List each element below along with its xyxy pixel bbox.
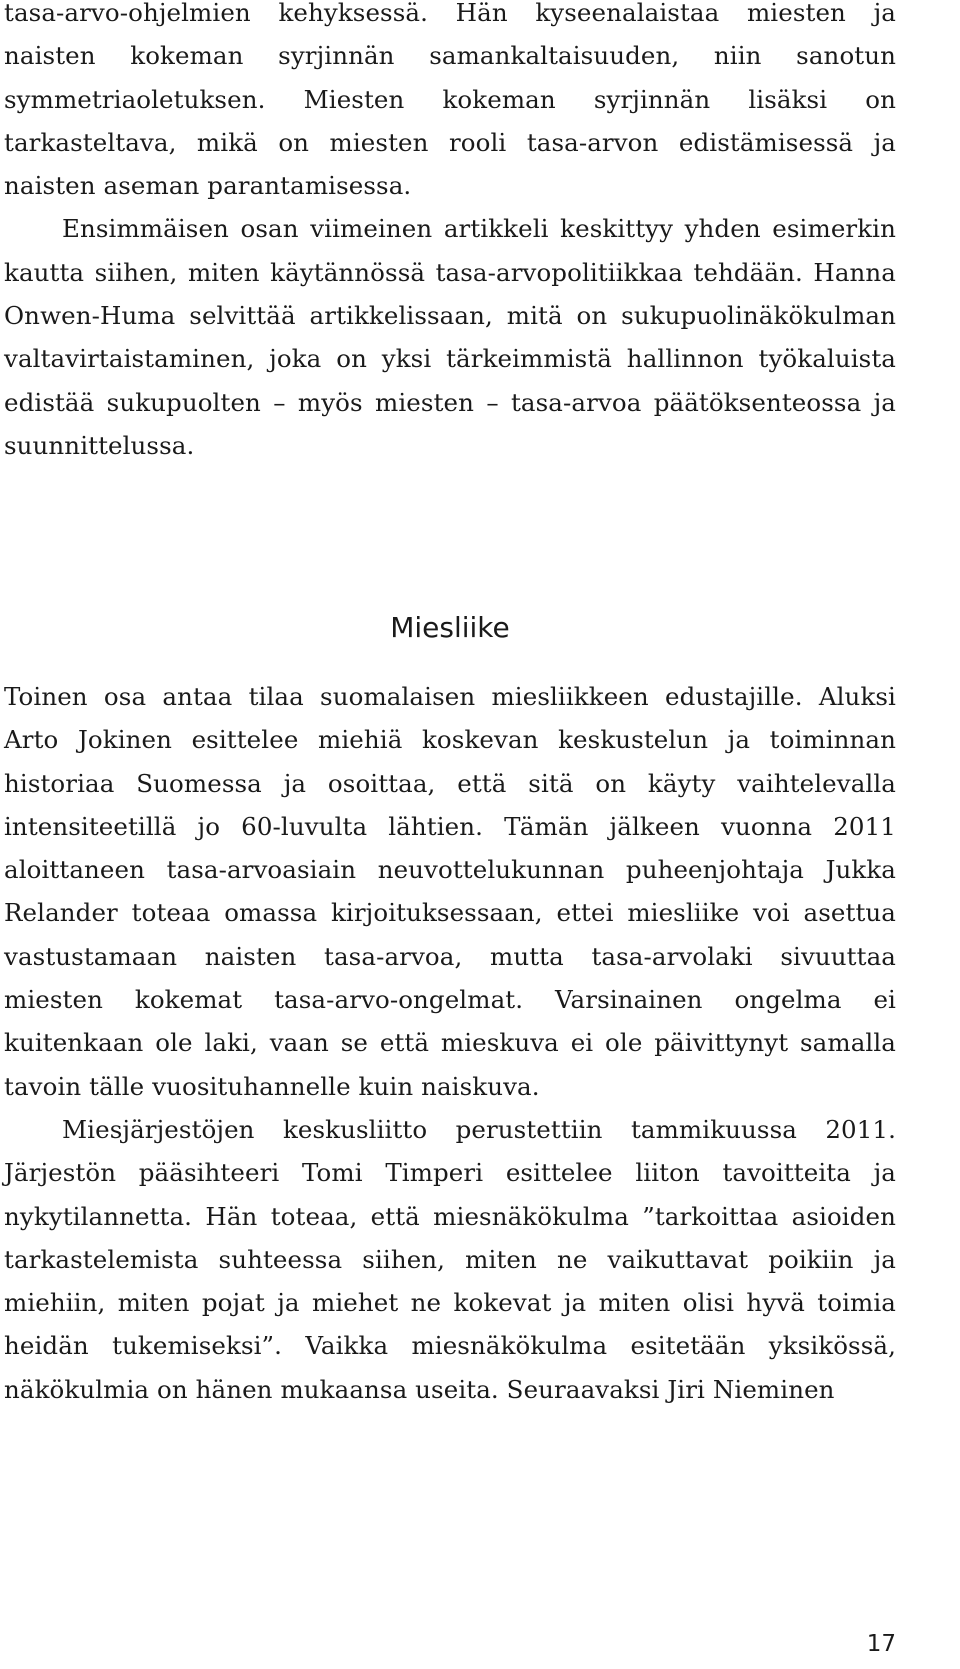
paragraph-mainstreaming: Ensimmäisen osan viimeinen artikkeli keskittyy yhden esimerkin kautta siihen, miten käytännössä tasa-arvopolitiikkaa tehdään. Hanna Onwen-Huma selvittää artikkelissaan, mitä on sukupuolinäkökulman valtavirtaistaminen, joka on yksi tärkeimmistä hallinnon työkaluista edistää sukupuolten – myös miesten – tasa-arvoa päätöksenteossa ja suunnittelussa. (4, 214, 896, 460)
section-heading: Miesliike (390, 611, 510, 644)
page-number: 17 (866, 1631, 896, 1657)
top-text-block (4, 0, 896, 467)
paragraph-mens-movement: Toinen osa antaa tilaa suomalaisen miesliikkeen edustajille. Aluksi Arto Jokinen esittelee miehiä koskevan keskustelun ja toiminnan historiaa Suomessa ja osoittaa, että sitä on käyty vaihtelevalla intensiteetillä jo 60-luvulta lähtien. Tämän jälkeen vuonna 2011 aloittaneen tasa-arvoasiain neuvottelukunnan puheenjohtaja Jukka Relander toteaa omassa kirjoituksessaan, ettei miesliike voi asettua vastustamaan naisten tasa-arvoa, mutta tasa-arvolaki sivuuttaa miesten kokemat tasa-arvo-ongelmat. Varsinainen ongelma ei kuitenkaan ole laki, vaan se että mieskuva ei ole päivittynyt samalla tavoin tälle vuosituhannelle kuin naiskuva. (4, 682, 896, 1101)
bottom-text-block (4, 675, 896, 1411)
paragraph-central-union: Miesjärjestöjen keskusliitto perustettiin tammikuussa 2011. Järjestön pääsihteeri Tomi Timperi esittelee liiton tavoitteita ja nykytilannetta. Hän toteaa, että miesnäkökulma ”tarkoittaa asioiden tarkastelemista suhteessa siihen, miten ne vaikuttavat poikiin ja miehiin, miten pojat ja miehet ne kokevat ja miten olisi hyvä toimia heidän tukemiseksi”. Vaikka miesnäkökulma esitetään yksikössä, näkökulmia on hänen mukaansa useita. Seuraavaksi Jiri Nieminen (4, 1114, 896, 1404)
paragraph-symmetry: tasa-arvo-ohjelmien kehyksessä. Hän kyseenalaistaa miesten ja naisten kokeman syrjinnän samankaltaisuuden, niin sanotun symmetriaoletuksen. Miesten kokeman syrjinnän lisäksi on tarkasteltava, mikä on miesten rooli tasa-arvon edistämisessä ja naisten aseman parantamisessa. (4, 0, 896, 201)
